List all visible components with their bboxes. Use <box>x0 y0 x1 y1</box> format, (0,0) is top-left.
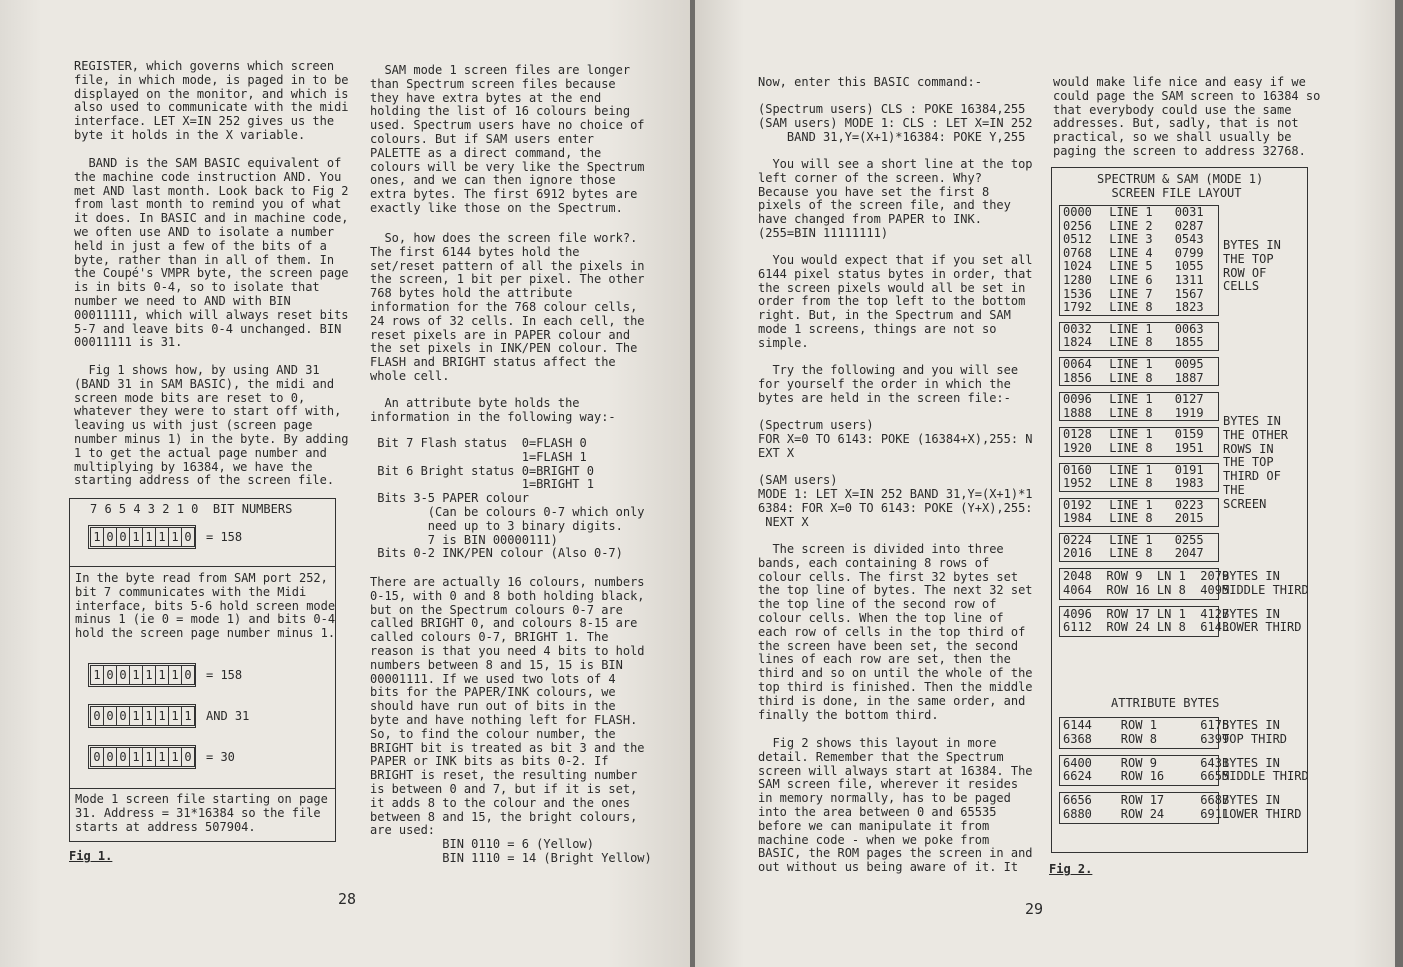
fig2-third-block <box>1059 792 1302 824</box>
fig2-cell: LINE 8 <box>1109 370 1153 385</box>
fig2-cell: 1024 <box>1063 259 1092 274</box>
fig2-cell: LINE 2 <box>1109 218 1153 233</box>
fig2-cell: 0159 <box>1174 427 1204 442</box>
bit-result: = 158 <box>206 530 243 544</box>
fig1-divider <box>69 566 335 567</box>
fig2-cell: LINE 8 <box>1109 405 1153 420</box>
fig2-row-pair <box>1059 427 1219 456</box>
fig2-cell: 1919 <box>1174 405 1204 420</box>
fig2-attribute-rows <box>1059 717 1309 830</box>
left-col1-para3: Fig 1 shows how, by using AND 31 (BAND 31 in SAM BASIC), the midi and screen mode bits are reset to 0, whatever they were to start off with, leaving us with just (screen page number minus 1) in the byte. By adding 1 to get the actual page number and multiplying by 16384, we have the starting address of the screen file. <box>74 363 349 488</box>
fig2-title: SPECTRUM & SAM (MODE 1) SCREEN FILE LAYOUT <box>1097 172 1264 200</box>
fig2-cell: 0064 <box>1063 356 1092 371</box>
fig2-cell: LINE 5 <box>1109 259 1153 274</box>
fig2-cell: LINE 1 <box>1109 392 1153 407</box>
fig2-row <box>1060 512 1218 526</box>
basic-code-2: (Spectrum users) FOR X=0 TO 6143: POKE (16384+X),255: N EXT X (SAM users) MODE 1: LET X=IN 252 BAND 31,Y=(X+1)*1 6384: FOR X=0 TO 6143: POKE (Y+X),255: NEXT X <box>758 418 1033 529</box>
fig2-cell: 0127 <box>1174 392 1204 407</box>
fig1-footer: Mode 1 screen file starting on page 31. Address = 31*16384 so the file starts at address 507904. <box>75 792 328 834</box>
fig2-third-rows: 2048 ROW 9 LN 1 2079 4064 ROW 16 LN 8 4095 <box>1063 569 1230 597</box>
fig2-cell: LINE 1 <box>1109 321 1153 336</box>
fig2-cell: 2047 <box>1174 546 1204 561</box>
fig2-row-pair <box>1059 463 1219 492</box>
fig2-cell: 1824 <box>1063 335 1092 350</box>
fig2-row <box>1060 464 1218 478</box>
left-col1-para1: REGISTER, which governs which screen file, in which mode, is paged in to be displayed on the monitor, and which is also used to communicate with the midi interface. LET X=IN 252 gives us the byte it holds in the X variable. <box>74 59 349 142</box>
fig2-row <box>1060 323 1218 337</box>
fig2-cell: LINE 1 <box>1109 205 1153 219</box>
fig2-cell: 1983 <box>1174 476 1204 491</box>
fig2-cell: 1567 <box>1174 286 1204 301</box>
bit-result: = 30 <box>206 750 235 764</box>
fig2-row <box>1060 393 1218 407</box>
fig2-cell: LINE 3 <box>1109 232 1153 247</box>
fig1-bitrow-4 <box>88 745 235 769</box>
fig2-thirds <box>1059 568 1309 637</box>
fig2-cell: 1888 <box>1063 405 1092 420</box>
fig2-row <box>1060 336 1218 350</box>
fig2-cell: 0000 <box>1063 205 1092 219</box>
fig2-cell: 0223 <box>1174 497 1204 512</box>
bit-cells: 1 0 0 1 1 1 1 0 <box>88 663 196 687</box>
fig2-cell: LINE 8 <box>1109 440 1153 455</box>
fig2-cell: 0160 <box>1063 462 1092 477</box>
fig2-row <box>1060 233 1218 247</box>
fig2-cell: LINE 6 <box>1109 272 1153 287</box>
fig1-bitrow-1 <box>88 525 242 549</box>
fig2-cell: 0191 <box>1174 462 1204 477</box>
fig2-cell: LINE 1 <box>1109 356 1153 371</box>
right-page <box>695 0 1395 967</box>
fig2-cell: LINE 8 <box>1109 476 1153 491</box>
fig1-explanation: In the byte read from SAM port 252, bit 7 communicates with the Midi interface, bits 5-6 hold screen mode minus 1 (ie 0 = mode 1) and bits 0-4 hold the screen page number minus 1. <box>75 571 336 641</box>
fig2-third-note: BYTES IN MIDDLE THIRD <box>1222 569 1309 597</box>
fig2-row <box>1060 301 1218 315</box>
fig2-cell: 0287 <box>1174 218 1204 233</box>
fig2-cell: 0096 <box>1063 392 1092 407</box>
bit-cells: 0 0 0 1 1 1 1 0 <box>88 745 196 769</box>
fig2-row <box>1060 358 1218 372</box>
fig2-row-pair <box>1059 357 1219 386</box>
fig2-row-pair <box>1059 322 1219 351</box>
left-col1-para2: BAND is the SAM BASIC equivalent of the machine code instruction AND. You met AND last month. Look back to Fig 2 from last month to remind you of what it does. In BASIC and in machine code, we often use AND to isolate a number held in just a few of the bits of a byte, rather than in all of them. In the Coupé's VMPR byte, the screen page is in bits 0-4, so to isolate that number we need to AND with BIN 00011111, which will always reset bits 5-7 and leave bits 0-4 unchanged. BIN 00011111 is 31. <box>74 156 349 350</box>
fig2-top-row-note: BYTES IN THE TOP ROW OF CELLS <box>1223 238 1281 294</box>
fig2-cell: LINE 1 <box>1109 497 1153 512</box>
fig2-cell: 0256 <box>1063 218 1092 233</box>
left-col2-para3: An attribute byte holds the information in the following way:- <box>370 396 616 424</box>
fig1-bitrow-3 <box>88 704 249 728</box>
right-col1-para3: You would expect that if you set all 6144 pixel status bytes in order, that the screen pixels would all be set in order from the top left to the bottom right. But, in the Spectrum and SAM mode 1 screens, things are not so simple. <box>758 253 1033 350</box>
page-number: 29 <box>1025 900 1044 918</box>
fig1-header: 7 6 5 4 3 2 1 0 BIT NUMBERS <box>90 502 293 516</box>
left-col2-para4: There are actually 16 colours, numbers 0-15, with 0 and 8 both holding black, but on the Spectrum colours 0-7 are called BRIGHT 0, and colours 8-15 are called colours 0-7, BRIGHT 1. The reason is that you need 4 bits to hold numbers between 8 and 15, 15 is BIN 00001111. If we used two lots of 4 bits for the PAPER/INK colours, we should have run out of bits in the byte and have nothing left for FLASH. So, to find the colour number, the BRIGHT bit is treated as bit 3 and the PAPER or INK bits as bits 0-2. If BRIGHT is reset, the resulting number is between 0 and 7, but if it is set, it adds 8 to the colour and the ones between 8 and 15, the bright colours, are used: BIN 0110 = 6 (Yellow) BIN 1110 = 14 (Bright Yellow) <box>370 575 652 865</box>
fig2-attr-title: ATTRIBUTE BYTES <box>1111 696 1220 710</box>
fig2-cell: 0512 <box>1063 232 1092 247</box>
left-col2-para2: So, how does the screen file work?. The first 6144 bytes hold the set/reset pattern of all the pixels in the screen, 1 bit per pixel. The other 768 bytes hold the attribute information for the 768 colour cells, 24 rows of 32 cells. In each cell, the reset pixels are in PAPER colour and the set pixels in INK/PEN colour. The FLASH and BRIGHT status affect the whole cell. <box>370 231 645 383</box>
bit-result: AND 31 <box>206 709 250 723</box>
fig2-cell: 0543 <box>1174 232 1204 247</box>
fig2-cell: 0255 <box>1174 532 1204 547</box>
fig2-cell: LINE 1 <box>1109 462 1153 477</box>
basic-code-1: (Spectrum users) CLS : POKE 16384,255 (SAM users) MODE 1: CLS : LET X=IN 252 BAND 31,Y=(X+1)*16384: POKE Y,255 <box>758 102 1033 144</box>
fig2-cell: 1951 <box>1174 440 1204 455</box>
fig1-divider <box>69 788 335 789</box>
fig2-row <box>1060 407 1218 421</box>
fig2-row <box>1060 534 1218 548</box>
fig2-cell: 2016 <box>1063 546 1092 561</box>
right-col1-para6: Fig 2 shows this layout in more detail. Remember that the Spectrum screen will always start at 16384. The SAM screen file, wherever it resides in memory normally, has to be paged into the area between 0 and 65535 before we can manipulate it from machine code - when we poke from BASIC, the ROM pages the screen in and out without us being aware of it. It <box>758 736 1033 875</box>
fig2-cell: LINE 8 <box>1109 300 1153 315</box>
fig2-cell: 0799 <box>1174 245 1204 260</box>
fig2-cell: 0095 <box>1174 356 1204 371</box>
fig2-third-note: BYTES IN TOP THIRD <box>1222 718 1288 746</box>
right-col1-para2: You will see a short line at the top left corner of the screen. Why? Because you have set the first 8 pixels of the screen file, and they have changed from PAPER to INK. (255=BIN 11111111) <box>758 157 1033 240</box>
fig2-cell: 0031 <box>1174 205 1204 219</box>
fig2-top-row-block <box>1059 205 1219 316</box>
fig1-bitrow-2 <box>88 663 242 687</box>
fig2-third-block <box>1059 755 1309 787</box>
fig2-cell: 1887 <box>1174 370 1204 385</box>
fig2-third-rows: 6144 ROW 1 6175 6368 ROW 8 6399 <box>1063 718 1230 746</box>
fig2-row <box>1060 547 1218 561</box>
fig2-cell: 1792 <box>1063 300 1092 315</box>
fig2-row <box>1060 428 1218 442</box>
fig2-cell: LINE 8 <box>1109 511 1153 526</box>
right-col1-para5: The screen is divided into three bands, each containing 8 rows of colour cells. The first 32 bytes set the top line of bytes. The next 32 set the top line of the second row of colour cells. When the top line of each row of cells in the top third of the screen have been set, the second lines of each row are set, then the third and so on until the whole of the top third is finished. Then the middle third is done, in the same order, and finally the bottom third. <box>758 542 1033 722</box>
fig2-third-note: BYTES IN MIDDLE THIRD <box>1222 755 1309 784</box>
fig2-cell: LINE 1 <box>1109 427 1153 442</box>
fig2-row-pair <box>1059 498 1219 527</box>
fig2-cell: LINE 8 <box>1109 546 1153 561</box>
fig2-cell: 1055 <box>1174 259 1204 274</box>
left-page <box>0 0 690 967</box>
fig2-top-row-table <box>1060 206 1218 315</box>
fig2-cell: 1952 <box>1063 476 1092 491</box>
fig2-cell: 1856 <box>1063 370 1092 385</box>
fig2-cell: 0192 <box>1063 497 1092 512</box>
fig2-cell: 1311 <box>1174 272 1204 287</box>
fig2-cell: LINE 4 <box>1109 245 1153 260</box>
fig2-third-rows: 6400 ROW 9 6431 6624 ROW 16 6655 <box>1063 755 1230 784</box>
fig1-caption: Fig 1. <box>69 849 113 863</box>
fig2-layout <box>1059 205 1309 821</box>
fig2-row <box>1060 274 1218 288</box>
bit-result: = 158 <box>206 668 243 682</box>
right-col1-para4: Try the following and you will see for yourself the order in which the bytes are held in the screen file:- <box>758 363 1019 405</box>
fig2-cell: LINE 8 <box>1109 335 1153 350</box>
fig2-cell: 1823 <box>1174 300 1204 315</box>
fig2-third-block <box>1059 568 1309 600</box>
fig2-cell: 0063 <box>1174 321 1204 336</box>
fig2-row <box>1060 206 1218 220</box>
fig2-row <box>1060 477 1218 491</box>
fig2-third-block <box>1059 717 1288 749</box>
fig2-cell: LINE 1 <box>1109 532 1153 547</box>
left-col2-para1: SAM mode 1 screen files are longer than Spectrum screen files because they have extra bytes at the end holding the list of 16 colours being used. Spectrum users have no choice of colours. But if SAM users enter PALETTE as a direct command, the colours will be very like the Spectrum ones, and we can then ignore those extra bytes. The first 6912 bytes are exactly like those on the Spectrum. <box>370 63 645 215</box>
fig2-cell: 0224 <box>1063 532 1092 547</box>
fig2-cell: 0768 <box>1063 245 1092 260</box>
fig2-row <box>1060 442 1218 456</box>
fig2-cell: 1855 <box>1174 335 1204 350</box>
fig2-cell: 2015 <box>1174 511 1204 526</box>
fig2-third-rows: 4096 ROW 17 LN 1 4127 6112 ROW 24 LN 8 6143 <box>1063 606 1230 635</box>
fig2-cell: 0032 <box>1063 321 1092 336</box>
fig2-row-pair <box>1059 392 1219 421</box>
fig2-caption: Fig 2. <box>1049 862 1093 876</box>
right-col2-para1: would make life nice and easy if we could page the SAM screen to 16384 so that everybody could use the same addresses. But, sadly, that is not practical, so we shall usually be paging the screen to address 32768. <box>1053 75 1321 158</box>
fig2-third-note: BYTES IN LOWER THIRD <box>1222 793 1302 821</box>
fig2-cell: LINE 7 <box>1109 286 1153 301</box>
fig2-cell: 0128 <box>1063 427 1092 442</box>
bit-cells: 1 0 0 1 1 1 1 0 <box>88 525 196 549</box>
fig2-row <box>1060 499 1218 513</box>
fig2-row <box>1060 220 1218 234</box>
fig2-third-note: BYTES IN LOWER THIRD <box>1222 606 1302 635</box>
right-col1-para1: Now, enter this BASIC command:- <box>758 75 982 89</box>
fig2-third-block <box>1059 606 1302 638</box>
fig2-row <box>1060 288 1218 302</box>
fig2-row <box>1060 247 1218 261</box>
attribute-bits-block: Bit 7 Flash status 0=FLASH 0 1=FLASH 1 Bit 6 Bright status 0=BRIGHT 0 1=BRIGHT 1 Bits 3-5 PAPER colour (Can be colours 0-7 which only need up to 3 binary digits. 7 is BIN 00000111) Bits 0-2 INK/PEN colour (Also 0-7) <box>377 436 645 561</box>
fig2-cell: 1280 <box>1063 272 1092 287</box>
fig2-row <box>1060 260 1218 274</box>
fig2-third-rows: 6656 ROW 17 6687 6880 ROW 24 6911 <box>1063 793 1230 821</box>
fig2-row-pair <box>1059 533 1219 562</box>
fig2-cell: 1536 <box>1063 286 1092 301</box>
bit-cells: 0 0 0 1 1 1 1 1 <box>88 704 196 728</box>
fig2-cell: 1920 <box>1063 440 1092 455</box>
fig2-row <box>1060 372 1218 386</box>
page-number: 28 <box>338 890 357 908</box>
fig2-other-rows-note: BYTES IN THE OTHER ROWS IN THE TOP THIRD OF THE SCREEN <box>1223 414 1289 511</box>
fig2-cell: 1984 <box>1063 511 1092 526</box>
